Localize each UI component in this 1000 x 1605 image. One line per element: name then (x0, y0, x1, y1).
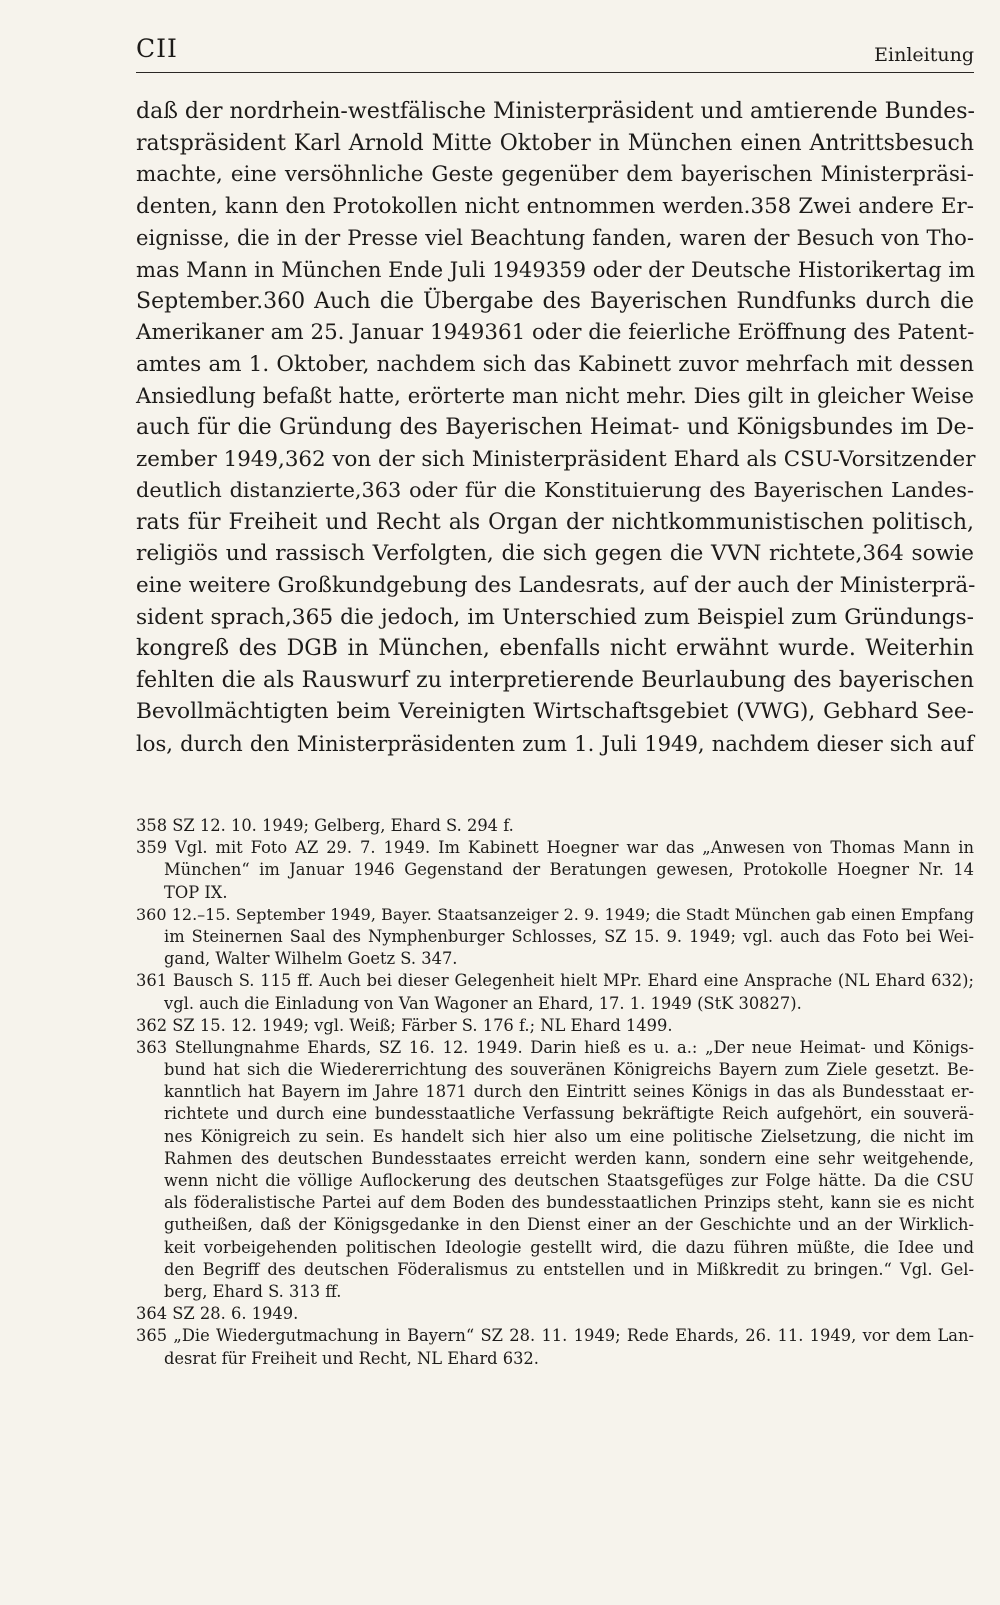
body-line: eine weitere Großkundgebung des Landesrats, auf der auch der Ministerprä- (136, 572, 976, 598)
body-line: machte, eine versöhnliche Geste gegenüber dem bayerischen Ministerpräsi- (136, 162, 974, 188)
footnote-line: richtete und durch eine bundesstaatliche Verfassung bekräftigte Reich aufgehört, ein souverä- (164, 1104, 974, 1124)
body-line: September.360 Auch die Übergabe des Bayerischen Rundfunks durch die (136, 288, 974, 314)
page-number: CII (136, 34, 178, 63)
footnotes (136, 815, 974, 1370)
main-text (136, 96, 974, 759)
body-line: los, durch den Ministerpräsidenten zum 1. Juli 1949, nachdem dieser sich auf (136, 730, 974, 756)
body-line: Amerikaner am 25. Januar 1949361 oder die feierliche Eröffnung des Patent- (136, 320, 975, 346)
footnote-line: als föderalistische Partei auf dem Boden des bundesstaatlichen Prinzips steht, kann sie es nicht (164, 1193, 974, 1213)
body-line: denten, kann den Protokollen nicht entnommen werden.358 Zwei andere Er- (136, 193, 974, 219)
body-line: eignisse, die in der Presse viel Beachtung fanden, waren der Besuch von Tho- (136, 225, 974, 251)
running-head: Einleitung (874, 44, 974, 66)
footnote-360: 360 12.–15. September 1949, Bayer. Staatsanzeiger 2. 9. 1949; die Stadt München gab einen Empfang (136, 904, 974, 924)
footnote-361: 361 Bausch S. 115 ff. Auch bei dieser Gelegenheit hielt MPr. Ehard eine Ansprache (NL Ehard 632); (136, 971, 974, 991)
body-line: ratspräsident Karl Arnold Mitte Oktober in München einen Antrittsbesuch (136, 130, 974, 156)
footnote-line: TOP IX. (164, 882, 228, 902)
body-line: religiös und rassisch Verfolgten, die sich gegen die VVN richtete,364 sowie (136, 541, 974, 567)
body-line: daß der nordrhein-westfälische Ministerpräsident und amtierende Bundes- (136, 99, 975, 124)
footnote-line: nes Königreich zu sein. Es handelt sich hier also um eine politische Zielsetzung, die nicht im (164, 1126, 974, 1146)
body-line: Ansiedlung befaßt hatte, erörterte man nicht mehr. Dies gilt in gleicher Weise (136, 383, 974, 409)
footnote-line: berg, Ehard S. 313 ff. (164, 1281, 342, 1301)
body-line: auch für die Gründung des Bayerischen Heimat- und Königsbundes im De- (136, 414, 974, 440)
body-line: zember 1949,362 von der sich Ministerpräsident Ehard als CSU-Vorsitzender (136, 446, 976, 472)
footnote-line: wenn nicht die völlige Auflockerung des deutschen Staatsgefüges zur Folge hätte. Da die CSU (164, 1171, 974, 1190)
footnote-365: 365 „Die Wiedergutmachung in Bayern“ SZ 28. 11. 1949; Rede Ehards, 26. 11. 1949, vor dem Lan- (136, 1326, 974, 1346)
footnote-line: bund hat sich die Wiedererrichtung des souveränen Königreichs Bayern zum Ziele gesetzt. Be- (164, 1060, 974, 1080)
body-line: fehlten die als Rauswurf zu interpretierende Beurlaubung des bayerischen (136, 667, 974, 693)
page-header (136, 30, 974, 73)
body-line: rats für Freiheit und Recht als Organ der nichtkommunistischen politisch, (136, 509, 974, 535)
body-line: deutlich distanzierte,363 oder für die Konstituierung des Bayerischen Landes- (136, 478, 974, 503)
footnote-363: 363 Stellungnahme Ehards, SZ 16. 12. 1949. Darin hieß es u. a.: „Der neue Heimat- und Königs- (136, 1037, 974, 1057)
footnote-line: den Begriff des deutschen Föderalismus zu entstellen und in Mißkredit zu bringen.“ Vgl. Gel- (164, 1259, 974, 1279)
footnote-line: München“ im Januar 1946 Gegenstand der Beratungen gewesen, Protokolle Hoegner Nr. 14 (164, 860, 974, 880)
footnote-line: gutheißen, daß der Königsgedanke in den Dienst einer an der Geschichte und an der Wirklich- (164, 1215, 974, 1235)
footnote-line: kanntlich hat Bayern im Jahre 1871 durch den Eintritt seines Königs in das als Bundesstaat er- (164, 1082, 974, 1102)
body-line: amtes am 1. Oktober, nachdem sich das Kabinett zuvor mehrfach mit dessen (136, 351, 974, 377)
footnote-line: Rahmen des deutschen Bundesstaates erreicht werden kann, sondern eine sehr weitgehende, (164, 1148, 974, 1168)
footnote-line: vgl. auch die Einladung von Van Wagoner an Ehard, 17. 1. 1949 (StK 30827). (164, 993, 802, 1013)
footnote-364: 364 SZ 28. 6. 1949. (136, 1304, 299, 1324)
body-line: sident sprach,365 die jedoch, im Unterschied zum Beispiel zum Gründungs- (136, 604, 974, 630)
footnote-359: 359 Vgl. mit Foto AZ 29. 7. 1949. Im Kabinett Hoegner war das „Anwesen von Thomas Mann in (136, 838, 974, 858)
footnote-358: 358 SZ 12. 10. 1949; Gelberg, Ehard S. 294 f. (136, 816, 514, 835)
footnote-line: keit vorbeigehenden politischen Ideologie gestellt wird, die dazu führen müßte, die Idee und (164, 1237, 974, 1257)
footnote-362: 362 SZ 15. 12. 1949; vgl. Weiß; Färber S. 176 f.; NL Ehard 1499. (136, 1015, 673, 1035)
body-line: mas Mann in München Ende Juli 1949359 oder der Deutsche Historikertag im (136, 256, 976, 282)
footnote-line: gand, Walter Wilhelm Goetz S. 347. (164, 949, 458, 969)
footnote-line: im Steinernen Saal des Nymphenburger Schlosses, SZ 15. 9. 1949; vgl. auch das Foto bei Wei- (164, 926, 974, 946)
footnote-line: desrat für Freiheit und Recht, NL Ehard 632. (164, 1348, 539, 1368)
body-line: Bevollmächtigten beim Vereinigten Wirtschaftsgebiet (VWG), Gebhard See- (136, 699, 974, 725)
body-line: kongreß des DGB in München, ebenfalls nicht erwähnt wurde. Weiterhin (136, 636, 974, 662)
